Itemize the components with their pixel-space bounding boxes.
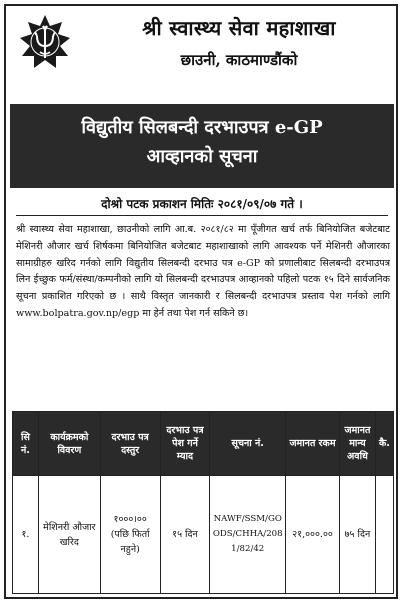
header-validity: जमानत मान्य अवधि — [339, 412, 375, 476]
organization-address: छाउनी, काठमाण्डौंको — [180, 51, 298, 69]
cell-fee — [100, 476, 160, 594]
cell-fee-note: (पछि फिर्ता नहुने) — [110, 529, 150, 555]
cell-sn: १. — [13, 476, 39, 594]
cell-notice-no: NAWF/SSM/GOODS/CHHA/2081/82/42 — [210, 476, 286, 594]
header-deadline: दरभाउ पत्र पेश गर्ने म्याद — [160, 412, 210, 476]
cell-validity: ७५ दिन — [339, 476, 375, 594]
cell-fee-amount: १०००।०० — [113, 514, 147, 525]
header-sn: सि नं. — [13, 412, 39, 476]
cell-amount: २१,०००.०० — [286, 476, 340, 594]
organization-name: श्री स्वास्थ्य सेवा महाशाखा — [142, 16, 336, 40]
title-line-2: आव्हानको सूचना — [146, 146, 258, 167]
header-program: कार्यक्रमको विवरण — [38, 412, 100, 476]
header-notice-no: सूचना नं. — [210, 412, 286, 476]
publication-date: दोश्रो पटक प्रकाशन मितिः २०८१/०९/०७ गते । — [16, 195, 388, 216]
cell-program: मेशिनरी औजार खरिद — [38, 476, 100, 594]
header-remarks: कै. — [375, 412, 393, 476]
title-line-1: विद्युतीय सिलबन्दी दरभाउपत्र e-GP — [81, 117, 323, 138]
header-amount: जमानत रकम — [286, 412, 340, 476]
title-banner — [10, 104, 394, 188]
cell-days: १५ दिन — [160, 476, 210, 594]
cell-remarks — [375, 476, 393, 594]
table-header-row — [13, 412, 394, 476]
table-row — [13, 476, 394, 594]
nepal-emblem-logo-icon — [18, 14, 72, 74]
header-fee: दरभाउ पत्र दस्तुर — [100, 412, 160, 476]
tender-table — [12, 411, 394, 594]
notice-page — [4, 4, 398, 599]
notice-paragraph: श्री स्वास्थ्य सेवा महाशाखा, छाउनीको लागि आ.ब. २०८१/८२ मा पूँजीगत खर्च तर्फ बिनियोजित बजेटबाट मेशिनरी औजार खर्च शिर्षकमा बिनियोजित बजेटबाट महाशाखाको लागि आवश्यक पर्ने मेशिनरी औजारका सामाग्रीहरु खरिद गर्नको लागि विद्युतीय सिलबन्दी दरभाउ पत्र e-GP को प्रणालीबाट सिलबन्दी दरभाउपत्र लिन ईच्छुक फर्म/संस्था/कम्पनीको लागि यो सिलबन्दी दरभाउपत्र आव्हानको पहिलो पटक १५ दिने सार्वजनिक सूचना प्रकाशित गरिएको छ । साथै विस्तृत जानकारी र सिलबन्दी दरभाउपत्र प्रस्ताव पेश गर्नको लागि www.bolpatra.gov.np/egp मा हेर्न तथा पेश गर्न सकिने छ। — [16, 224, 390, 319]
